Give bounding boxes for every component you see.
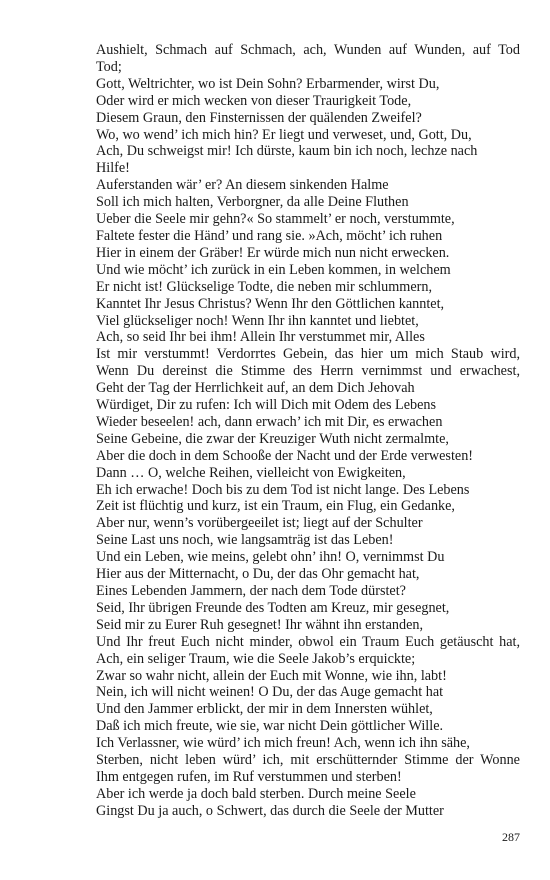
verse-line: Seine Last uns noch, wie langsamträg ist das Leben! bbox=[96, 532, 394, 549]
verse-line: Ist mir verstummt! Verdorrtes Gebein, das hier um mich Staub wird, bbox=[96, 346, 520, 363]
verse-line: Seid mir zu Eurer Ruh gesegnet! Ihr wähnt ihn erstanden, bbox=[96, 616, 424, 633]
verse-line: Daß ich mich freute, wie sie, war nicht Dein göttlicher Wille. bbox=[96, 718, 444, 735]
verse-line: Seid, Ihr übrigen Freunde des Todten am Kreuz, mir gesegnet, bbox=[96, 599, 450, 616]
verse-line: Eh ich erwache! Doch bis zu dem Tod ist nicht lange. Des Lebens bbox=[96, 481, 470, 498]
verse-line: Hier in einem der Gräber! Er würde mich nun nicht erwecken. bbox=[96, 244, 450, 261]
verse-line: Dann … O, welche Reihen, vielleicht von Ewigkeiten, bbox=[96, 464, 406, 481]
verse-line: Faltete fester die Händ’ und rang sie. »Ach, möcht’ ich ruhen bbox=[96, 227, 443, 244]
verse-line: Kanntet Ihr Jesus Christus? Wenn Ihr den Göttlichen kanntet, bbox=[96, 295, 445, 312]
page-number: 287 bbox=[502, 830, 520, 844]
verse-line: Hilfe! bbox=[96, 160, 130, 177]
verse-line: Aushielt, Schmach auf Schmach, ach, Wunden auf Wunden, auf Tod bbox=[96, 42, 520, 58]
verse-line: Auferstanden wär’ er? An diesem sinkenden Halme bbox=[96, 177, 389, 194]
verse-line: Ach, Du schweigst mir! Ich dürste, kaum bin ich noch, lechze nach bbox=[96, 143, 478, 160]
verse-line: Und wie möcht’ ich zurück in ein Leben kommen, in welchem bbox=[96, 261, 451, 278]
verse-line: Ach, ein seliger Traum, wie die Seele Jakob’s erquickte; bbox=[96, 650, 416, 667]
verse-line: Er nicht ist! Glückselige Todte, die neben mir schlummern, bbox=[96, 278, 433, 295]
verse-line: Und Ihr freut Euch nicht minder, obwol ein Traum Euch getäuscht hat, bbox=[96, 633, 520, 650]
verse-line: Zeit ist flüchtig und kurz, ist ein Traum, ein Flug, ein Gedanke, bbox=[96, 498, 455, 515]
verse-line: Sterben, nicht leben würd’ ich, mit erschütternder Stimme der Wonne bbox=[96, 752, 520, 769]
verse-line: Nein, ich will nicht weinen! O Du, der das Auge gemacht hat bbox=[96, 684, 444, 701]
verse-line: Ich Verlassner, wie würd’ ich mich freun! Ach, wenn ich ihn sähe, bbox=[96, 735, 470, 752]
verse-line: Tod; bbox=[96, 58, 122, 75]
verse-line: Gingst Du ja auch, o Schwert, das durch die Seele der Mutter bbox=[96, 802, 444, 819]
verse-line: Soll ich mich halten, Verborgner, da alle Deine Fluthen bbox=[96, 194, 409, 211]
verse-line: Aber nur, wenn’s vorübergeeilet ist; liegt auf der Schulter bbox=[96, 515, 423, 532]
verse-line: Ueber die Seele mir gehn?« So stammelt’ er noch, verstummte, bbox=[96, 211, 455, 228]
verse-text bbox=[96, 42, 520, 820]
verse-line: Aber ich werde ja doch bald sterben. Durch meine Seele bbox=[96, 785, 416, 802]
verse-line: Eines Lebenden Jammern, der nach dem Tode dürstet? bbox=[96, 583, 406, 599]
verse-line: Wenn Du dereinst die Stimme des Herrn vernimmst und erwachest, bbox=[96, 363, 520, 380]
verse-line: Und ein Leben, wie meins, gelebt ohn’ ihn! O, vernimmst Du bbox=[96, 549, 445, 566]
verse-line: Diesem Graun, den Finsternissen der quälenden Zweifel? bbox=[96, 109, 422, 126]
verse-line: Geht der Tag der Herrlichkeit auf, an dem Dich Jehovah bbox=[96, 380, 415, 397]
verse-line: Wieder beseelen! ach, dann erwach’ ich mit Dir, es erwachen bbox=[96, 413, 443, 430]
verse-line: Hier aus der Mitternacht, o Du, der das Ohr gemacht hat, bbox=[96, 566, 420, 583]
verse-line: Oder wird er mich wecken von dieser Traurigkeit Tode, bbox=[96, 92, 412, 109]
verse-line: Ach, so seid Ihr bei ihm! Allein Ihr verstummet mir, Alles bbox=[96, 329, 425, 346]
verse-line: Aber die doch in dem Schooße der Nacht und der Erde verwesten! bbox=[96, 447, 474, 464]
verse-line: Zwar so wahr nicht, allein der Euch mit Wonne, wie ihn, labt! bbox=[96, 667, 447, 684]
verse-line: Seine Gebeine, die zwar der Kreuziger Wuth nicht zermalmte, bbox=[96, 430, 449, 447]
verse-line: Ihm entgegen rufen, im Ruf verstummen und sterben! bbox=[96, 768, 402, 785]
verse-line: Viel glückseliger noch! Wenn Ihr ihn kanntet und liebtet, bbox=[96, 312, 419, 329]
verse-line: Gott, Weltrichter, wo ist Dein Sohn? Erbarmender, wirst Du, bbox=[96, 75, 440, 92]
verse-line: Und den Jammer erblickt, der mir in dem Innersten wühlet, bbox=[96, 701, 433, 718]
verse-line: Wo, wo wend’ ich mich hin? Er liegt und verweset, und, Gott, Du, bbox=[96, 126, 472, 143]
verse-line: Würdiget, Dir zu rufen: Ich will Dich mit Odem des Lebens bbox=[96, 397, 437, 414]
